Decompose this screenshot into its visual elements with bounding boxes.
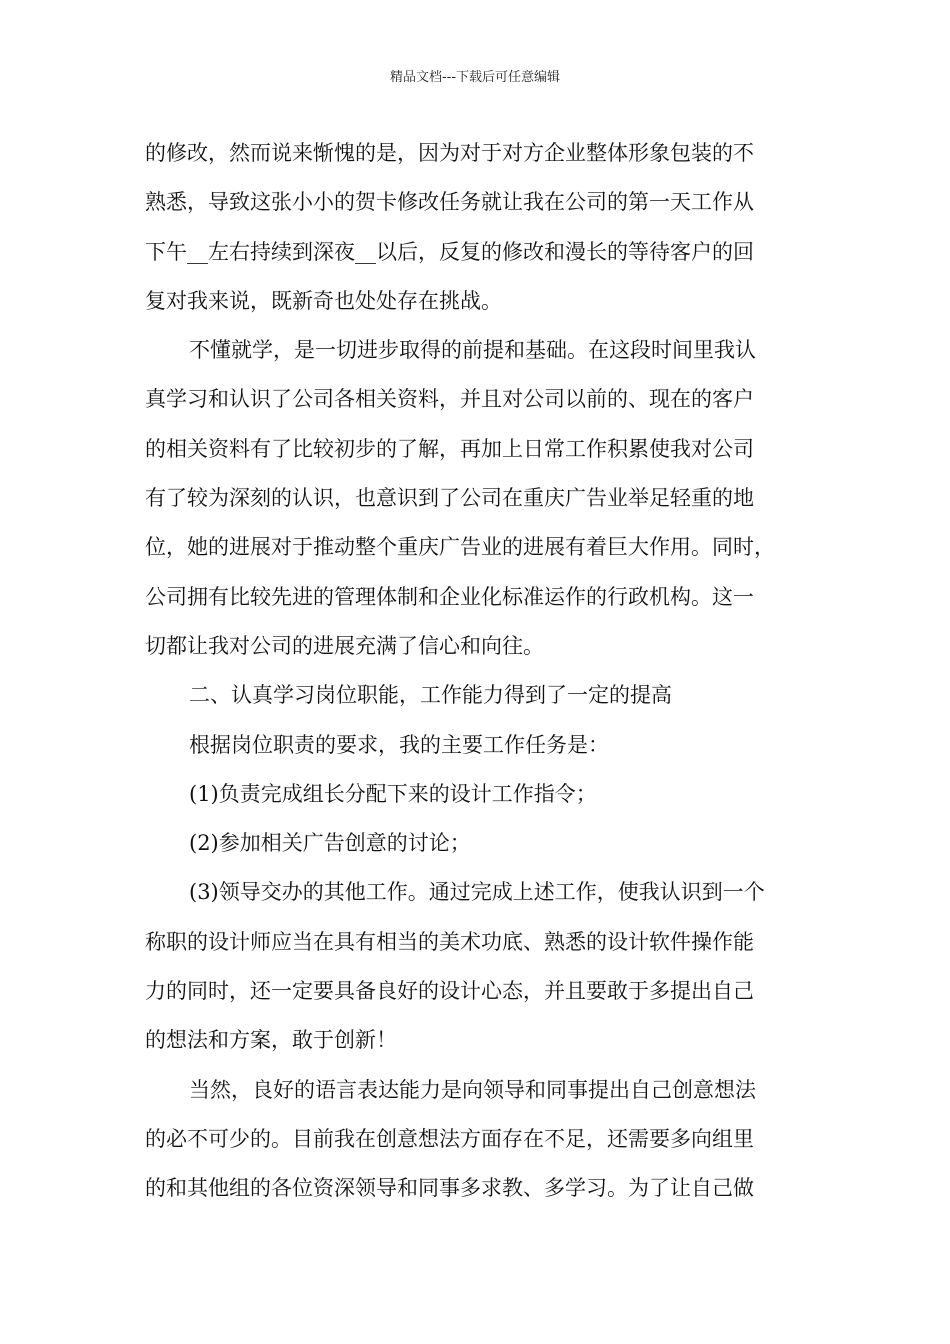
- text-line: 力的同时，还一定要具备良好的设计心态，并且要敢于多提出自己: [145, 979, 754, 1004]
- text-line: 公司拥有比较先进的管理体制和企业化标准运作的行政机构。这一: [145, 584, 754, 609]
- text-line: 称职的设计师应当在具有相当的美术功底、熟悉的设计软件操作能: [145, 929, 754, 954]
- text-line: 的想法和方案，敢于创新！: [145, 1028, 397, 1053]
- text-line: 的必不可少的。目前我在创意想法方面存在不足，还需要多向组里: [145, 1126, 754, 1151]
- text-line: 的和其他组的各位资深领导和同事多求教、多学习。为了让自己做: [145, 1176, 754, 1201]
- text-line: 切都让我对公司的进展充满了信心和向往。: [145, 633, 544, 658]
- text-line: 真学习和认识了公司各相关资料，并且对公司以前的、现在的客户: [145, 387, 754, 412]
- page-header: 精品文档---下载后可任意编辑: [389, 70, 561, 85]
- text-line: 复对我来说，既新奇也处处存在挑战。: [145, 288, 502, 313]
- list-item: (2)参加相关广告创意的讨论；: [189, 831, 471, 856]
- text-line: 熟悉，导致这张小小的贺卡修改任务就让我在公司的第一天工作从: [145, 190, 754, 215]
- text-line: 的修改，然而说来惭愧的是，因为对于对方企业整体形象包装的不: [145, 141, 754, 165]
- text-line: 有了较为深刻的认识，也意识到了公司在重庆广告业举足轻重的地: [145, 486, 754, 511]
- paragraph-first-line: 不懂就学，是一切进步取得的前提和基础。在这段时间里我认: [189, 338, 756, 363]
- section-heading: 二、认真学习岗位职能，工作能力得到了一定的提高: [189, 683, 672, 708]
- list-item: (3)领导交办的其他工作。通过完成上述工作，使我认识到一个: [189, 880, 765, 905]
- text-line: 下午__左右持续到深夜__以后，反复的修改和漫长的等待客户的回: [145, 239, 754, 264]
- text-line: 的相关资料有了比较初步的了解，再加上日常工作积累使我对公司: [145, 436, 754, 461]
- list-item: (1)负责完成组长分配下来的设计工作指令；: [189, 781, 597, 806]
- paragraph-first-line: 根据岗位职责的要求，我的主要工作任务是：: [189, 732, 609, 757]
- document-body: [145, 129, 810, 1214]
- paragraph-first-line: 当然，良好的语言表达能力是向领导和同事提出自己创意想法: [189, 1077, 756, 1102]
- text-line: 位，她的进展对于推动整个重庆广告业的进展有着巨大作用。同时，: [145, 535, 775, 560]
